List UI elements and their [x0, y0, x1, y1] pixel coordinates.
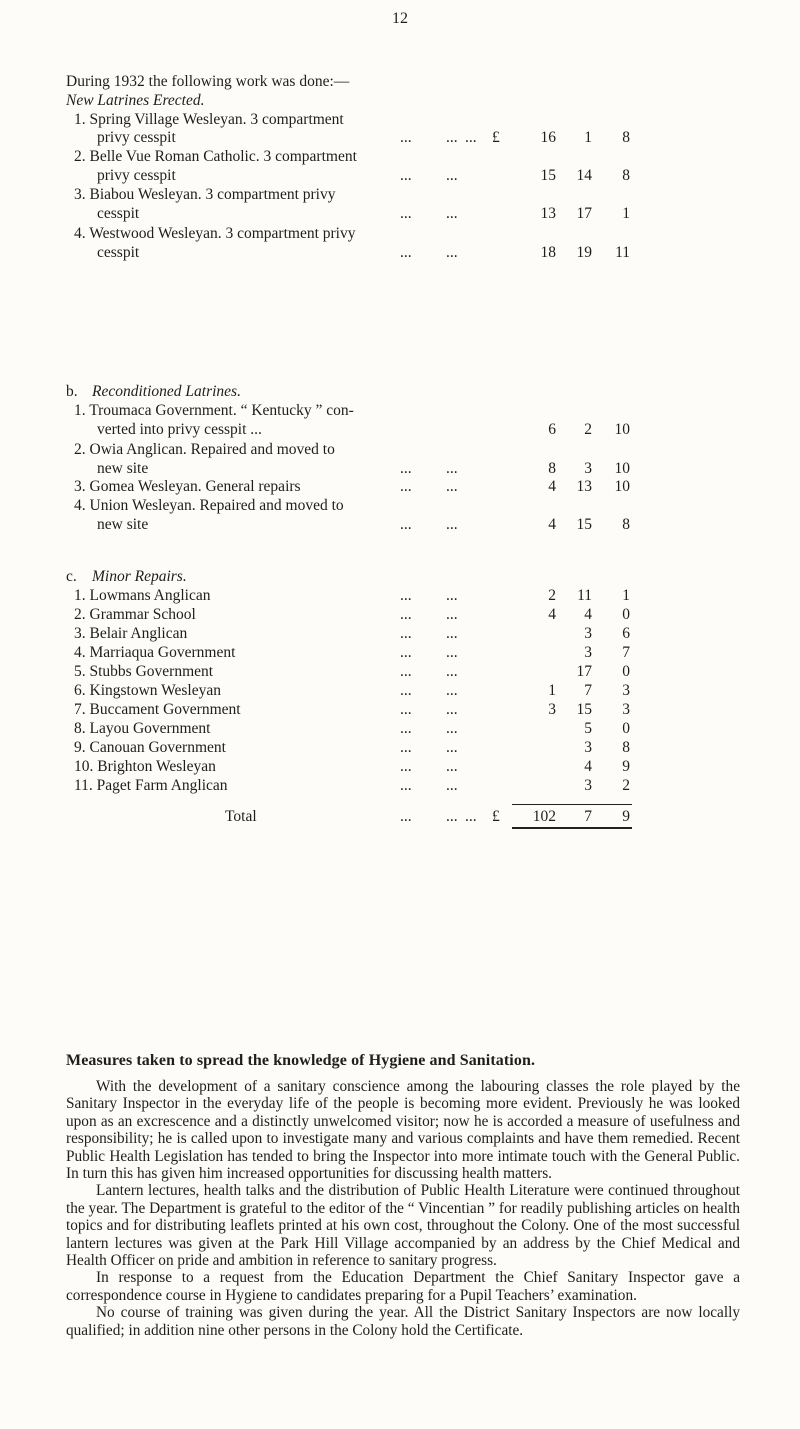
amount-shillings: 4 — [584, 606, 592, 623]
leader-dots: ... — [400, 129, 412, 146]
amount-shillings: 5 — [584, 720, 592, 737]
amount-pence: 8 — [622, 739, 630, 756]
amount-pounds: 8 — [548, 460, 556, 477]
leader-dots: ... — [446, 644, 458, 661]
section-c-title: Minor Repairs. — [92, 568, 187, 585]
hygiene-heading: Measures taken to spread the knowledge of Hygiene and Sanitation. — [66, 1052, 536, 1069]
amount-shillings: 15 — [576, 701, 592, 718]
total-pence: 9 — [622, 808, 630, 825]
entry-label-line: 4. Westwood Wesleyan. 3 compartment privy — [74, 225, 356, 242]
narrative-text — [66, 1078, 740, 1339]
amount-pounds: 2 — [548, 587, 556, 604]
amount-pence: 7 — [622, 644, 630, 661]
total-label: Total — [225, 808, 257, 825]
amount-shillings: 13 — [576, 478, 592, 495]
leader-dots: ... — [446, 606, 458, 623]
paragraph: In response to a request from the Education Department the Chief Sanitary Inspector gave a correspondence course in Hygiene to candidates preparing for a Pupil Teachers’ examination. — [66, 1269, 740, 1304]
amount-shillings: 14 — [576, 167, 592, 184]
amount-shillings: 3 — [584, 460, 592, 477]
entry-label-line: 10. Brighton Wesleyan — [74, 758, 216, 775]
leader-dots: ... — [400, 478, 412, 495]
total-rule-bottom — [512, 827, 632, 829]
leader-dots: ... — [400, 167, 412, 184]
leader-dots: ... — [400, 644, 412, 661]
entry-label-line: new site — [97, 460, 149, 477]
amount-shillings: 17 — [576, 205, 592, 222]
leader-dots: ... — [446, 808, 458, 825]
amount-pounds: 15 — [540, 167, 556, 184]
amount-shillings: 15 — [576, 516, 592, 533]
entry-label-line: 2. Belle Vue Roman Catholic. 3 compartment — [74, 148, 357, 165]
entry-label-line: 2. Grammar School — [74, 606, 196, 623]
amount-shillings: 1 — [584, 129, 592, 146]
leader-dots: ... — [446, 758, 458, 775]
amount-shillings: 17 — [576, 663, 592, 680]
amount-pounds: 4 — [548, 516, 556, 533]
paragraph: With the development of a sanitary conscience among the labouring classes the role played by the Sanitary Inspector in the everyday life of the people is becoming more evident. Previously he was looked upon as an excrescence and a distinctly unwelcomed visitor; now he is accorded a measure of usefulness and responsibility; he is called upon to investigate many and various complaints and have them remedied. Recent Public Health Legislation has tended to bring the Inspector into more intimate touch with the General Public. In turn this has given him increased opportunities for discussing health matters. — [66, 1078, 740, 1183]
leader-dots: ... — [446, 625, 458, 642]
leader-dots: ... — [465, 129, 477, 146]
leader-dots: ... — [446, 129, 458, 146]
entry-label-line: 5. Stubbs Government — [74, 663, 214, 680]
amount-pence: 10 — [614, 460, 630, 477]
currency-symbol: £ — [492, 808, 500, 825]
amount-pounds: 13 — [540, 205, 556, 222]
amount-pence: 1 — [622, 205, 630, 222]
leader-dots: ... — [446, 739, 458, 756]
page-number: 12 — [392, 10, 408, 27]
leader-dots: ... — [400, 682, 412, 699]
amount-pence: 8 — [622, 167, 630, 184]
leader-dots: ... — [446, 663, 458, 680]
amount-pence: 1 — [622, 587, 630, 604]
paragraph: Lantern lectures, health talks and the distribution of Public Health Literature were continued throughout the year. The Department is grateful to the editor of the “ Vincentian ” for readily publishing articles on health topics and for distributing leaflets printed at his own cost, throughout the Colony. One of the most successful lantern lectures was given at the Park Hill Village accompanied by an address by the Chief Medical and Health Officer on pride and ambition in reference to sanitary progress. — [66, 1182, 740, 1270]
entry-label-line: privy cesspit — [97, 167, 176, 184]
amount-pence: 10 — [614, 478, 630, 495]
amount-pence: 8 — [622, 129, 630, 146]
amount-pounds: 18 — [540, 244, 556, 261]
leader-dots: ... — [400, 663, 412, 680]
leader-dots: ... — [446, 478, 458, 495]
entry-label-line: 2. Owia Anglican. Repaired and moved to — [74, 441, 335, 458]
amount-pence: 3 — [622, 701, 630, 718]
entry-label-line: 4. Marriaqua Government — [74, 644, 236, 661]
entry-label-line: 6. Kingstown Wesleyan — [74, 682, 221, 699]
entry-label-line: 7. Buccament Government — [74, 701, 241, 718]
section-b-letter: b. — [66, 383, 78, 400]
amount-shillings: 3 — [584, 644, 592, 661]
leader-dots: ... — [446, 720, 458, 737]
amount-pounds: 4 — [548, 478, 556, 495]
leader-dots: ... — [446, 460, 458, 477]
section-b-title: Reconditioned Latrines. — [92, 383, 241, 400]
intro-text: During 1932 the following work was done:— — [66, 73, 350, 90]
leader-dots: ... — [446, 682, 458, 699]
entry-label-line: cesspit — [97, 205, 140, 222]
leader-dots: ... — [446, 167, 458, 184]
total-shillings: 7 — [584, 808, 592, 825]
entry-label-line: 3. Gomea Wesleyan. General repairs — [74, 478, 301, 495]
amount-shillings: 3 — [584, 777, 592, 794]
leader-dots: ... — [400, 587, 412, 604]
leader-dots: ... — [400, 777, 412, 794]
entry-label-line: verted into privy cesspit ... — [97, 421, 262, 438]
amount-pence: 3 — [622, 682, 630, 699]
leader-dots: ... — [400, 758, 412, 775]
total-pounds: 102 — [532, 808, 556, 825]
entry-label-line: 3. Biabou Wesleyan. 3 compartment privy — [74, 186, 336, 203]
leader-dots: ... — [446, 587, 458, 604]
leader-dots: ... — [400, 739, 412, 756]
amount-pounds: 6 — [548, 421, 556, 438]
leader-dots: ... — [400, 516, 412, 533]
leader-dots: ... — [400, 244, 412, 261]
amount-shillings: 11 — [577, 587, 592, 604]
amount-shillings: 3 — [584, 739, 592, 756]
entry-label-line: 3. Belair Anglican — [74, 625, 188, 642]
amount-pence: 2 — [622, 777, 630, 794]
amount-pence: 10 — [614, 421, 630, 438]
leader-dots: ... — [400, 625, 412, 642]
entry-label-line: 11. Paget Farm Anglican — [74, 777, 228, 794]
amount-pence: 9 — [622, 758, 630, 775]
leader-dots: ... — [465, 808, 477, 825]
paragraph: No course of training was given during the year. All the District Sanitary Inspectors are now locally qualified; in addition nine other persons in the Colony hold the Certificate. — [66, 1304, 740, 1339]
amount-pence: 6 — [622, 625, 630, 642]
amount-pence: 11 — [615, 244, 630, 261]
amount-pence: 8 — [622, 516, 630, 533]
entry-label-line: 1. Spring Village Wesleyan. 3 compartment — [74, 111, 344, 128]
leader-dots: ... — [446, 777, 458, 794]
amount-shillings: 7 — [584, 682, 592, 699]
leader-dots: ... — [400, 808, 412, 825]
entry-label-line: privy cesspit — [97, 129, 176, 146]
amount-pounds: 4 — [548, 606, 556, 623]
entry-label-line: 9. Canouan Government — [74, 739, 226, 756]
amount-pence: 0 — [622, 720, 630, 737]
amount-shillings: 2 — [584, 421, 592, 438]
amount-shillings: 4 — [584, 758, 592, 775]
leader-dots: ... — [400, 701, 412, 718]
entry-label-line: 8. Layou Government — [74, 720, 211, 737]
amount-pence: 0 — [622, 663, 630, 680]
leader-dots: ... — [446, 244, 458, 261]
amount-pence: 0 — [622, 606, 630, 623]
leader-dots: ... — [400, 606, 412, 623]
amount-pounds: 3 — [548, 701, 556, 718]
section-a-title: New Latrines Erected. — [66, 92, 205, 109]
entry-label-line: new site — [97, 516, 149, 533]
total-rule-top — [512, 804, 632, 805]
amount-shillings: 19 — [576, 244, 592, 261]
entry-label-line: 4. Union Wesleyan. Repaired and moved to — [74, 497, 344, 514]
entry-label-line: 1. Troumaca Government. “ Kentucky ” con- — [74, 402, 354, 419]
leader-dots: ... — [446, 205, 458, 222]
leader-dots: ... — [400, 460, 412, 477]
leader-dots: ... — [446, 516, 458, 533]
leader-dots: ... — [400, 205, 412, 222]
amount-pounds: 16 — [540, 129, 556, 146]
amount-pounds: 1 — [548, 682, 556, 699]
section-c-letter: c. — [66, 568, 77, 585]
leader-dots: ... — [446, 701, 458, 718]
currency-symbol: £ — [492, 129, 500, 146]
entry-label-line: 1. Lowmans Anglican — [74, 587, 211, 604]
entry-label-line: cesspit — [97, 244, 140, 261]
amount-shillings: 3 — [584, 625, 592, 642]
leader-dots: ... — [400, 720, 412, 737]
